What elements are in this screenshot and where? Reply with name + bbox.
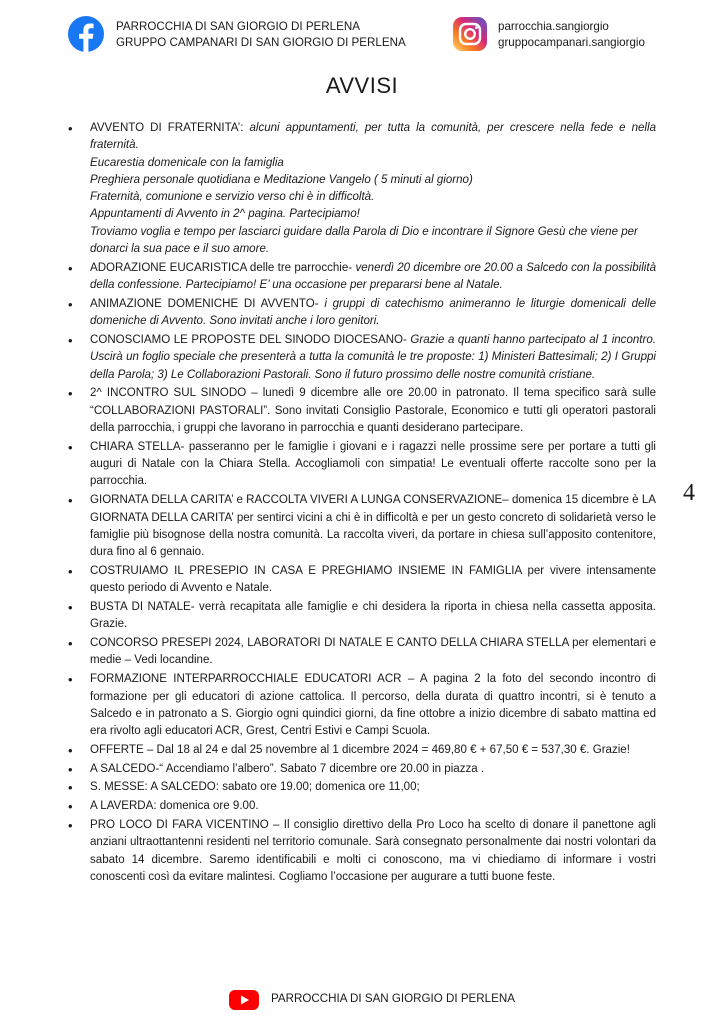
notice-text: A SALCEDO-“ Accendiamo l’albero”. Sabato 7 dicembre ore 20.00 in piazza . — [90, 762, 485, 775]
notice-item — [68, 635, 656, 670]
notice-line: Troviamo voglia e tempo per lasciarci guidare dalla Parola di Dio e incontrare il Signore Gesù che viene per donarci la sua pace e il suo amore. — [90, 225, 638, 256]
instagram-text — [498, 19, 645, 50]
notice-text: 2^ INCONTRO SUL SINODO – lunedì 9 dicembre alle ore 20.00 in patronato. Il tema specifico sarà sulle “COLLABORAZIONI PASTORALI”. Sono invitati Consiglio Pastorale, Economico e tutti gli operatori pastorali della parrocchia, i gruppi che lavorano in parrocchia e quanti desiderano partecipare. — [90, 387, 656, 435]
notice-item — [68, 120, 656, 258]
notice-item — [68, 439, 656, 491]
notice-text: alcuni appuntamenti, per tutta la comunità, per crescere nella fede e nella fraternità. — [90, 122, 656, 152]
notices-list — [68, 120, 656, 888]
notice-item — [68, 296, 656, 331]
notice-lead: AVVENTO DI FRATERNITA’: — [90, 122, 244, 134]
notice-item — [68, 599, 656, 634]
notice-text: venerdì 20 dicembre ore 20.00 a Salcedo con la possibilità della confessione. Partecipiamo! E’ una occasione per prepararsi bene al Natale. — [90, 261, 656, 292]
instagram-account-bellringers[interactable]: gruppocampanari.sangiorgio — [498, 35, 645, 49]
notice-text: Grazie a quanti hanno partecipato al 1 incontro. Uscirà un foglio speciale che presenterà a tutta la comunità le tre proposte: 1) Ministeri Battesimali; 2) I Gruppi della Parola; 3) Le Collaborazioni Pastorali. Sono il futuro prossimo delle nostre comunità cristiane. — [90, 334, 656, 381]
notice-item — [68, 798, 656, 815]
facebook-text — [116, 19, 406, 50]
notice-item — [68, 779, 656, 796]
notice-lead: CONOSCIAMO LE PROPOSTE DEL SINODO DIOCESANO- — [90, 334, 407, 347]
notice-text: OFFERTE – Dal 18 al 24 e dal 25 novembre al 1 dicembre 2024 = 469,80 € + 67,50 € = 537,30 €. Grazie! — [90, 743, 630, 756]
notice-text: A LAVERDA: domenica ore 9.00. — [90, 800, 259, 813]
notice-item — [68, 260, 656, 295]
facebook-icon[interactable] — [68, 16, 104, 52]
notice-text: CHIARA STELLA- passeranno per le famiglie i giovani e i ragazzi nelle prossime sere per portare a tutti gli auguri di Natale con la Chiara Stella. Accogliamoli con simpatia! Le eventuali offerte raccolte sono per la parrocchia. — [90, 440, 656, 488]
notice-item — [68, 385, 656, 437]
parish-name: PARROCCHIA DI SAN GIORGIO DI PERLENA — [116, 20, 360, 33]
notice-text: PRO LOCO DI FARA VICENTINO – Il consiglio direttivo della Pro Loco ha scelto di donare il panettone agli anziani ultraottantenni residenti nel territorio comunale. Sarà consegnato personalmente dai nostri volontari da sabato 14 dicembre. Saremo identificabili e molti ci conoscono, ma vi chiediamo di informare i vostri conoscenti così da evitare malintesi. Cogliamo l’occasione per augurare a tutti buone feste. — [90, 819, 656, 883]
notice-item — [68, 332, 656, 384]
notice-item — [68, 761, 656, 778]
page-number: 4 — [683, 480, 695, 506]
notice-line: Appuntamenti di Avvento in 2^ pagina. Partecipiamo! — [90, 208, 360, 221]
notice-text: BUSTA DI NATALE- verrà recapitata alle famiglie e chi desidera la riporta in chiesa nella cassetta apposita. Grazie. — [90, 601, 656, 631]
notice-item — [68, 817, 656, 886]
notice-text: CONCORSO PRESEPI 2024, LABORATORI DI NATALE E CANTO DELLA CHIARA STELLA per elementari e medie – Vedi locandine. — [90, 637, 656, 667]
notice-item — [68, 492, 656, 561]
notice-line: Preghiera personale quotidiana e Meditazione Vangelo ( 5 minuti al giorno) — [90, 173, 473, 186]
notice-item — [68, 563, 656, 598]
notice-lead: ANIMAZIONE DOMENICHE DI AVVENTO- — [90, 297, 319, 310]
notice-line: Eucarestia domenicale con la famiglia — [90, 156, 284, 169]
notice-text: i gruppi di catechismo animeranno le liturgie domenicali delle domeniche di Avvento. Sono invitati anche i loro genitori. — [90, 297, 656, 328]
group-name: GRUPPO CAMPANARI DI SAN GIORGIO DI PERLENA — [116, 35, 406, 49]
youtube-channel-name[interactable]: PARROCCHIA DI SAN GIORGIO DI PERLENA — [271, 992, 515, 1005]
notice-text: S. MESSE: A SALCEDO: sabato ore 19.00; domenica ore 11,00; — [90, 781, 420, 794]
notice-line: Fraternità, comunione e servizio verso chi è in difficoltà. — [90, 191, 375, 204]
notice-text: GIORNATA DELLA CARITA’ e RACCOLTA VIVERI A LUNGA CONSERVAZIONE– domenica 15 dicembre è LA GIORNATA DELLA CARITA’ per sentirci vicini a chi è in difficoltà e per un gesto concreto di solidarietà verso le famiglie più bisognose della nostra comunità. La raccolta viveri, da portare in chiesa sull’apposito contenitore, dura fino al 6 gennaio. — [90, 494, 656, 559]
instagram-icon[interactable] — [453, 17, 487, 51]
notice-lead: ADORAZIONE EUCARISTICA delle tre parrocchie- — [90, 261, 353, 274]
notice-item — [68, 742, 656, 759]
page-title: AVVISI — [325, 73, 399, 98]
youtube-icon[interactable] — [229, 990, 259, 1010]
notice-text: FORMAZIONE INTERPARROCCHIALE EDUCATORI ACR – A pagina 2 la foto del secondo incontro di formazione per gli educatori di azione cattolica. Il percorso, della durata di quattro incontri, si è tenuto a Salcedo e in patronato a S. Giorgio ogni quindici giorni, da fine ottobre a inizio dicembre di sabato mattina ed era rivolto agli educatori ACR, Grest, Centri Estivi e Campi Scuola. — [90, 673, 656, 738]
instagram-account-parish[interactable]: parrocchia.sangiorgio — [498, 20, 609, 33]
notice-item — [68, 671, 656, 740]
page-header — [68, 16, 664, 56]
notice-text: COSTRUIAMO IL PRESEPIO IN CASA E PREGHIAMO INSIEME IN FAMIGLIA per vivere intensamente questo periodo di Avvento e Natale. — [90, 564, 656, 595]
